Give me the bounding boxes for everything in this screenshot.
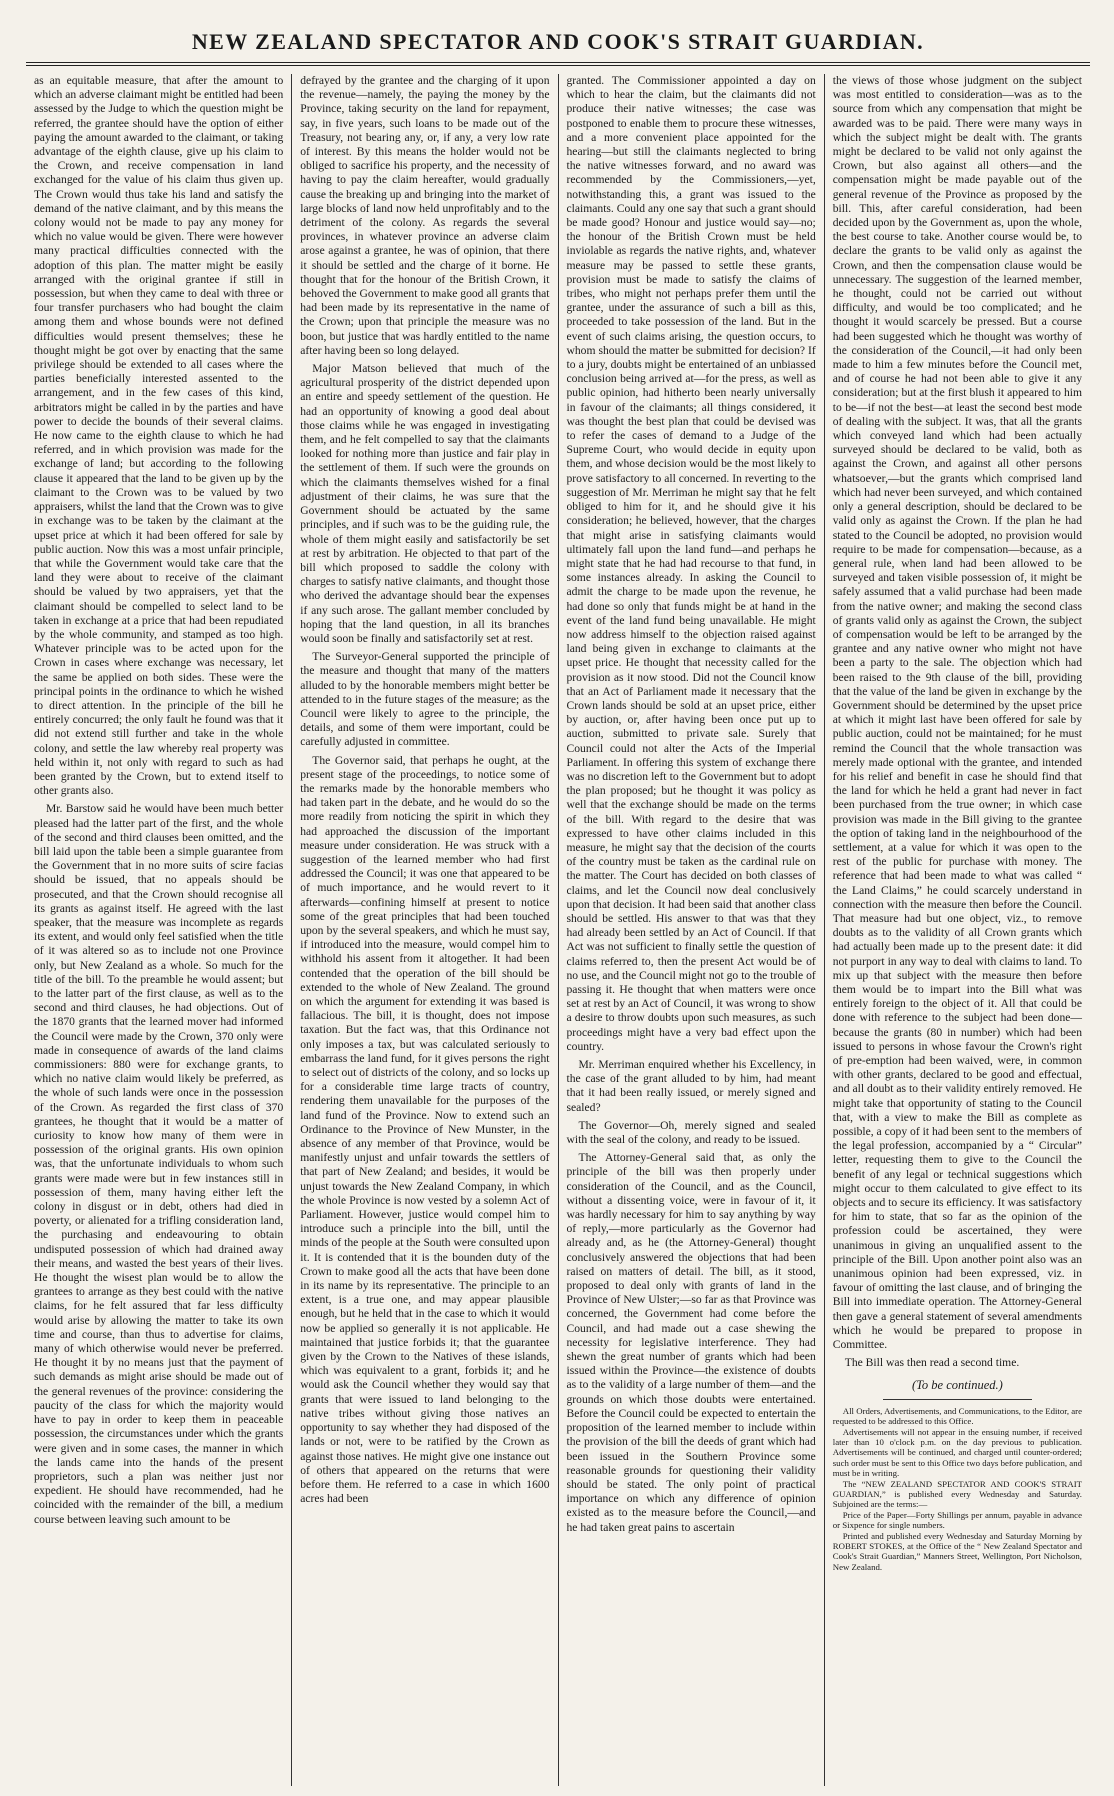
paragraph: The Surveyor-General supported the principle of the measure and thought that many of the matters alluded to by the honorable members might better be attended to in the future stages of the measure; as the Council were likely to agree to the principle, the details, and some of them were important, could be carefully adjusted in committee. (300, 650, 550, 749)
paragraph: the views of those whose judgment on the subject was most entitled to consideration—was as to the source from which any compensation that might be awarded was to be paid. There were many ways in which the subject might be dealt with. The grants might be declared to be valid not only against the Crown, but also against all others—and the compensation might be made payable out of the general revenue of the Province as proposed by the bill. This, after careful consideration, had been decided upon by the Government as, upon the whole, the best course to take. Another course would be, to declare the grants to be valid only as against the Crown, and then the compensation clause would be unnecessary. The suggestion of the learned member, he thought, could not be carried out without difficulty, and would be too complicated; and he thought it would scarcely be pressed. But a course had been suggested which he thought was worthy of the consideration of the Council,—it had only been made to him a few minutes before the Council met, and of course he had not been able to give it any consideration; but at the first blush it appeared to him to be—if not the best—at least the second best mode of dealing with the subject. It was, that all the grants which conveyed land which had been actually surveyed should be declared to be valid, both as against the Crown, and against all other persons whatsoever,—but the grants which comprised land which had never been surveyed, and which contained only a general description, should be declared to be valid only as against the Crown. If the plan he had stated to the Council be adopted, no provision would require to be made for compensation—because, as a general rule, when land had been allowed to be surveyed and taken visible possession of, it might be safely assumed that a valid purchase had been made from the native owner; and making the second class of grants valid only as against the Crown, the subject of compensation would be left to be arranged by the grantee and any native owner who might not have been a party to the sale. The objection which had been raised to the 9th clause of the bill, providing that the value of the land be given in exchange by the Government should be determined by the upset price at which it might last have been offered for sale by public auction, could not be maintained; for he must remind the Council that the whole transaction was merely made optional with the grantee, and intended for his relief and benefit in case he should find that the land for which he held a grant had never in fact been purchased from the true owner; in which case provision was made in the Bill giving to the grantee the option of taking land in the neighbourhood of the settlement, at a value for which it was open to the rest of the public for purchase with money. The reference that had been made to what was called “ the Land Claims,” he could scarcely understand in connection with the measure then before the Council. That measure had but one object, viz., to remove doubts as to the validity of all Crown grants which had actually been made up to the present date: it did not purport in any way to deal with claims to land. To mix up that subject with the measure then before them would be to impart into the Bill what was entirely foreign to the object of it. All that could be done with reference to the subject had been done—because the grants (80 in number) which had been issued to persons in whose favour the Crown's right of pre-emption had been waived, were, in common with other grants, declared to be good and effectual, and all doubt as to their validity entirely removed. He might take that opportunity of stating to the Council that, with a view to make the Bill as complete as possible, a copy of it had been sent to the members of the legal profession, accompanied by a “ Circular” letter, requesting them to give to the Council the benefit of any legal or technical suggestions which might occur to them calculated to give effect to its objects and to secure its efficiency. It was satisfactory for him to state, that so far as the opinion of the profession could be ascertained, they were unanimous in giving an unqualified assent to the principle of the Bill. Upon another point also was an unanimous opinion had been expressed, viz. in favour of omitting the last clause, and of bringing the Bill into immediate operation. The Attorney-General then gave a general statement of several amendments which he would be prepared to propose in Committee. (832, 74, 1082, 1352)
paragraph: Mr. Barstow said he would have been much better pleased had the latter part of the first, and the whole of the second and third clauses been omitted, and the bill laid upon the table been a simple guarantee from the Government that in no more suits of scire facias should be issued, that no appeals should be prosecuted, and that the Crown should recognise all its grants as against itself. He agreed with the last speaker, that the measure was incomplete as regards its extent, and would only feel satisfied when the title of it was altered so as to include not one Province only, but New Zealand as a whole. So much for the title of the bill. To the preamble he would assent; but to the latter part of the first clause, as well as to the second and third clauses, he had objections. Out of the 1870 grants that the learned mover had informed the Council were made by the Crown, 370 only were made in consequence of awards of the land claims commissioners: 880 were for exchange grants, to which no native claim would likely be preferred, as the whole of such lands were once in the possession of the Crown. As regarded the first class of 370 grantees, he thought that it would be a matter of curiosity to know how many of them were in possession of the original grants. His own opinion was, that the unfortunate individuals to whom such grants were made were but in few instances still in possession of them, many having either left the colony in disgust or in debt, others had died in poverty, or alienated for a trifling consideration land, the purchasing and endeavouring to obtain undisputed possession of which had drained away their means, and wasted the best years of their lives. He thought the wisest plan would be to allow the grantees to arrange as they best could with the native claims, for he felt assured that far less difficulty would arise by allowing the matter to take its own time and course, than thus to advertise for claims, many of which otherwise would never be preferred. He thought it by no means just that the payment of such demands as might arise should be made out of the general revenues of the province: considering the paucity of the class for which the majority would have to pay in order to keep them in peaceable possession, the circumstances under which the grants were given and in some cases, the manner in which the lands came into the hands of the present proprietors, such a plan was neither just nor expedient. He should have recommended, had he coincided with the remainder of the bill, a medium course between leaving such amount to be (34, 802, 284, 1526)
columns (26, 74, 1090, 1786)
paragraph: The Attorney-General said that, as only the principle of the bill was then properly under consideration of the Council, and as the Council, without a dissenting voice, were in favour of it, it was hardly necessary for him to say anything by way of reply,—more particularly as the Governor had already and, as he (the Attorney-General) thought conclusively answered the objections that had been raised on matters of detail. The bill, as it stood, proposed to deal only with grants of land in the Province of New Ulster;—so far as that Province was concerned, the Government had come before the Council, and had made out a case shewing the necessity for legislative interference. They had shewn the great number of grants which had been issued within the Province—the existence of doubts as to the validity of a large number of them—and the grounds on which those doubts were entertained. Before the Council could be expected to entertain the proposition of the learned member to include within the provision of the bill the deeds of grant which had been issued in the Southern Province some reasonable grounds for questioning their validity should be stated. The only point of practical importance on which any difference of opinion existed as to the measure before the Council,—and he had taken great pains to ascertain (566, 1151, 816, 1534)
paragraph: as an equitable measure, that after the amount to which an adverse claimant might be entitled had been assessed by the Judge to which the question might be referred, the grantee should have the option of either paying the amount awarded to the claimant, or taking advantage of the eighth clause, give up his claim to the Crown, and receive compensation in land exchanged for the value of his claim thus given up. The Crown would thus take his land and satisfy the demand of the native claimant, and by this means the colony would not be made to pay any money for which no value would be given. There were however many practical difficulties connected with the adoption of this plan. The matter might be easily arranged with the original grantee if still in possession, but when they came to deal with three or four transfer purchasers who had bought the claim among them and whose bounds were not defined difficulties would present themselves; these he thought might be got over by enacting that the same privilege should be extended to all cases where the parties beneficially interested assented to the arrangement, and in the few cases of this kind, arbitrators might be called in by the parties and have power to decide the bounds of their several claims. He now came to the eighth clause to which he had referred, and in which provision was made for the exchange of land; but according to the following clause it appeared that the land to be given up by the claimant to the Crown was to be valued by two appraisers, whilst the land that the Crown was to give in exchange was to be taken by the claimant at the upset price at which it had been offered for sale by public auction. Now this was a most unfair principle, that while the Government would take care that the land they were about to receive of the claimant should be valued by two appraisers, yet that the claimant should be compelled to select land to be taken in exchange at a price that had been repudiated by the whole community, and stamped as too high. Whatever principle was to be acted upon for the Crown in cases where exchange was necessary, let the same be applied on both sides. These were the principal points in the ordinance to which he wished to direct attention. In the principle of the bill he entirely concurred; the only fault he found was that it did not extend still further and take in the whole colony, and settle the law whereby real property was held within it, not only with regard to such as had been granted by the Crown, but to extend itself to other grants also. (34, 74, 284, 798)
notice-divider (883, 1399, 1033, 1400)
publication-notice (833, 1406, 1082, 1573)
to-be-continued-label: (To be continued.) (911, 1378, 1003, 1393)
column-1 (26, 74, 291, 1786)
masthead-rule-top (26, 62, 1090, 63)
paragraph: Major Matson believed that much of the agricultural prosperity of the district depended upon an entire and speedy settlement of the question. He had an opportunity of knowing a good deal about those claims while he was engaged in investigating them, and he felt compelled to say that the claimants looked for nothing more than justice and fair play in the settlement of them. If such were the grounds on which the claimants themselves wished for a final adjustment of their claims, he was sure that the Government should be actuated by the same principles, and if such was to be the guiding rule, the whole of them might easily and satisfactorily be set at rest by arbitration. He objected to that part of the bill which proposed to saddle the colony with charges to satisfy native claimants, and thought those who derived the advantage should bear the expenses if any such arose. The gallant member concluded by hoping that the land question, in all its branches would soon be finally and satisfactorily set at rest. (300, 362, 550, 645)
paragraph: The Governor said, that perhaps he ought, at the present stage of the proceedings, to notice some of the remarks made by the honorable members who had taken part in the debate, and he would do so the more readily from noticing the spirit in which they had approached the discussion of the important measure under consideration. He was struck with a suggestion of the learned member who had first addressed the Council; it was one that appeared to be of much importance, and he would revert to it afterwards—confining himself at present to notice some of the great principles that had been touched upon by the several speakers, and which he must say, if introduced into the measure, would compel him to withhold his assent from it altogether. It had been contended that the operation of the bill should be extended to the whole of New Zealand. The ground on which the argument for extending it was based is fallacious. The bill, it is thought, does not impose taxation. But the fact was, that this Ordinance not only imposes a tax, but was calculated seriously to embarrass the land fund, for it gives persons the right to select out of districts of the colony, and so locks up for a considerable time large tracts of country, rendering them unavailable for the purposes of the land fund of the Province. Now to extend such an Ordinance to the Province of New Munster, in the absence of any member of that Province, would be manifestly unjust and unfair towards the settlers of that part of New Zealand; and besides, it would be unjust towards the New Zealand Company, in which the whole Province is now vested by a solemn Act of Parliament. However, justice would compel him to introduce such a principle into the bill, until the minds of the people at the South were consulted upon it. It is contended that it is the bounden duty of the Crown to make good all the acts that have been done in its name by its representative. The principle to an extent, is a true one, and may appear plausible enough, but he held that in the case to which it would now be applied so generally it is not applicable. He maintained that justice forbids it; that the guarantee given by the Crown to the Natives of these islands, which was equivalent to a grant, forbids it; and he would ask the Council whether they would say that grants that were issued to land belonging to the native tribes without giving those natives an opportunity to say whether they had disposed of the lands or not, were to be ratified by the Crown as against those natives. He might give one instance out of others that appeared on the returns that were before them. He referred to a case in which 1600 acres had been (300, 753, 550, 1506)
notice-line: All Orders, Advertisements, and Communications, to the Editor, are requested to be addressed to this Office. (832, 1405, 1082, 1427)
column-3 (558, 74, 824, 1786)
masthead-rule-bottom (26, 65, 1090, 66)
notice-line: Price of the Paper—Forty Shillings per annum, payable in advance or Sixpence for single numbers. (832, 1509, 1082, 1531)
paragraph: The Bill was then read a second time. (844, 1356, 1020, 1370)
notice-line: The “NEW ZEALAND SPECTATOR AND COOK'S STRAIT GUARDIAN,” is published every Wednesday and Saturday. Subjoined are the terms:— (832, 1478, 1082, 1510)
masthead-title: NEW ZEALAND SPECTATOR AND COOK'S STRAIT GUARDIAN. (191, 29, 925, 54)
notice-line: Advertisements will not appear in the ensuing number, if received later than 10 o'clock p.m. on the day previous to publication. Advertisements will be continued, and charged until counter-ordered; such order must be sent to this Office two days before publication, and must be in writing. (832, 1426, 1082, 1479)
notice-line: Printed and published every Wednesday and Saturday Morning by ROBERT STOKES, at the Office of the “ New Zealand Spectator and Cook's Strait Guardian,” Manners Street, Wellington, Port Nicholson, New Zealand. (832, 1530, 1082, 1572)
paragraph: Mr. Merriman enquired whether his Excellency, in the case of the grant alluded to by him, had meant that it had been really issued, or merely signed and sealed? (566, 1058, 816, 1114)
column-2 (291, 74, 557, 1786)
paragraph: defrayed by the grantee and the charging of it upon the revenue—namely, the paying the money by the Province, taking security on the land for repayment, say, in five years, such loans to be made out of the Treasury, not bearing any, or, if any, a very low rate of interest. By this means the holder would not be obliged to sacrifice his property, and the necessity of having to pay the claim hereafter, would gradually cause the breaking up and bringing into the market of large blocks of land now held unprofitably and to the detriment of the colony. As regards the several provinces, in whatever province an adverse claim arose against a grantee, he was of opinion, that there it should be settled and the charge of it borne. He thought that for the honour of the British Crown, it behoved the Government to make good all grants that had been made by its representative in the name of the Crown; upon that principle the measure was no boon, but justice that was hardly entitled to the name after having been so long delayed. (300, 74, 550, 357)
paragraph: The Governor—Oh, merely signed and sealed with the seal of the colony, and ready to be issued. (566, 1118, 816, 1147)
paragraph: granted. The Commissioner appointed a day on which to hear the claim, but the claimants did not produce their native witnesses; the case was postponed to enable them to procure these witnesses, and a more convenient place appointed for the hearing—but still the claimants neglected to bring the native witnesses forward, and no award was recommended by the Commissioners,—yet, notwithstanding this, a grant was issued to the claimants. Could any one say that such a grant should be made good? Honour and justice would say—no; the honour of the British Crown must be held inviolable as regards the native rights, and, whatever measure may be passed to settle these grants, provision must be made to satisfy the claims of tribes, who might not perhaps prefer them until the grantee, under the assurance of such a bill as this, proceeded to take possession of the land. But in the event of such claims arising, the question occurs, to whom should the matter be submitted for decision? If to a jury, doubts might be entertained of an unbiassed conclusion being arrived at—for the press, as well as public opinion, had hitherto been nearly universally in favour of the claimants; all things considered, it was thought the best plan that could be devised was to refer the cases of demand to a Judge of the Supreme Court, who would decide in equity upon them, and whose decision would be the most likely to prove satisfactory to all concerned. In reverting to the suggestion of Mr. Merriman he might say that he felt obliged to him for it, and he should give it his consideration; he believed, however, that the charges that might arise in satisfying claimants would ultimately fall upon the land fund—and perhaps he might state that he had had recourse to that fund, in some instances already. In asking the Council to admit the charge to be made upon the revenue, he had done so only that funds might be at hand in the event of the land fund being unavailable. He might now address himself to the objection raised against land being given in exchange to claimants at the upset price. He thought that necessity called for the provision as it now stood. Did not the Council know that an Act of Parliament made it necessary that the Crown lands should be sold at an upset price, either by auction, or, after having been once put up to auction, submitted to private sale. Surely that Council could not alter the Acts of the Imperial Parliament. In offering this system of exchange there was no discretion left to the Government but to adopt the plan proposed; but he thought it was policy as well that the exchange should be made on the terms of the bill. With regard to the desire that was expressed to have other claims included in this measure, he might say that the decision of the courts of the country must be taken as the cardinal rule on the matter. The Court has decided on both classes of claims, and let the Council now deal conclusively upon that decision. It had been said that another class should be settled. His answer to that was that they had already been settled by an Act of Council. If that Act was not sufficient to finally settle the question of claims referred to, then the present Act would be of no use, and the Council might not go to the trouble of passing it. He thought that when matters were once set at rest by an Act of Council, it was wrong to show a desire to throw doubts upon such measures, as such proceedings might have a very bad effect upon the country. (566, 74, 816, 1053)
column-4 (824, 74, 1090, 1786)
